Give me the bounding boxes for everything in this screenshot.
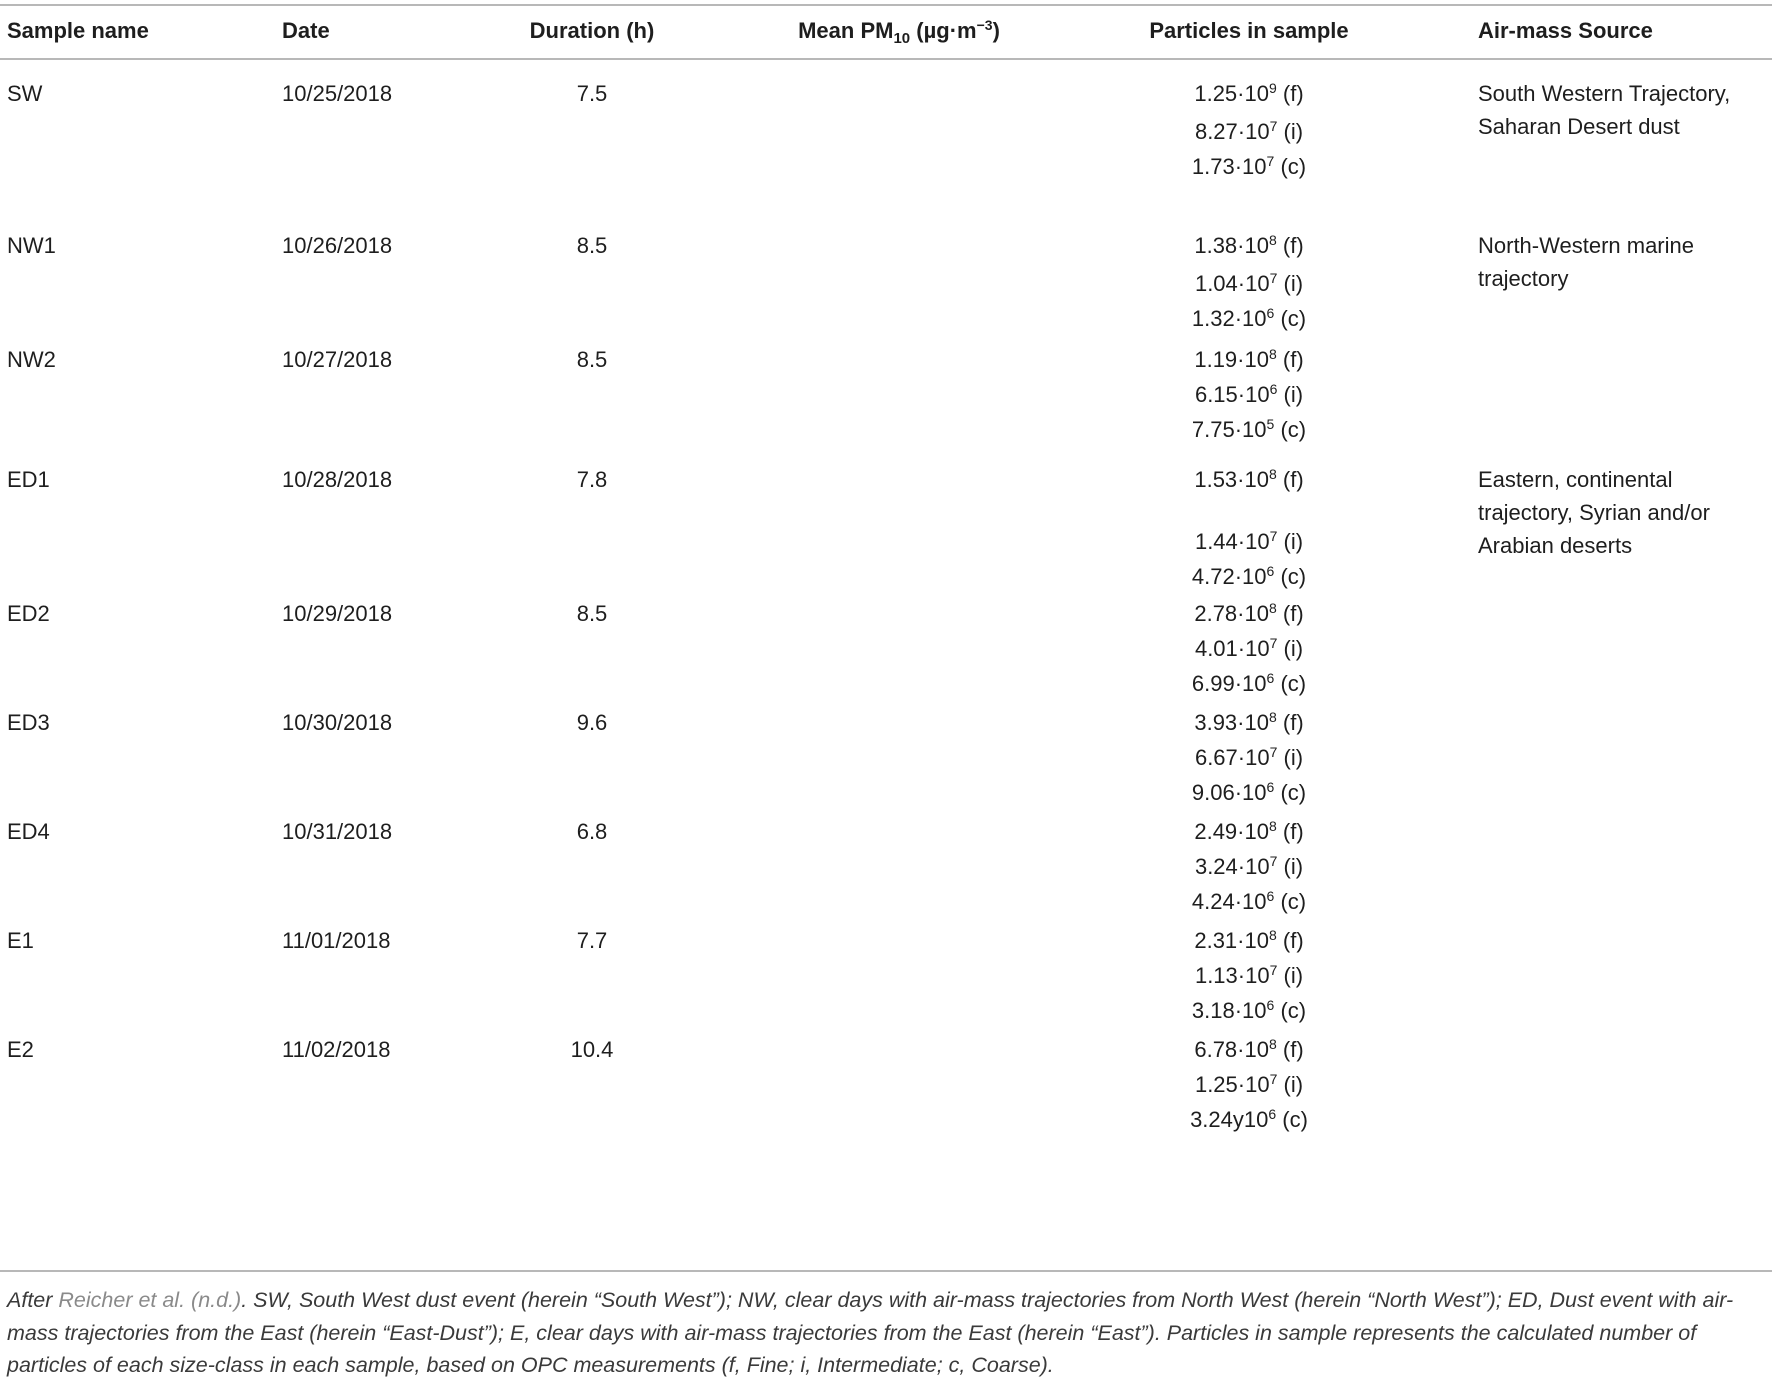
cell-particle-count — [1194, 229, 1303, 262]
particle-exponent: 7 — [1269, 744, 1278, 760]
particle-mantissa: 1.53·10 — [1194, 467, 1269, 492]
cell-particle-count — [1195, 632, 1303, 665]
particle-mantissa: 2.49·10 — [1194, 819, 1269, 844]
particle-exponent: 6 — [1266, 997, 1275, 1013]
cell-duration: 6.8 — [576, 819, 608, 844]
particle-size-class: (i) — [1277, 382, 1304, 407]
cell-duration: 8.5 — [576, 601, 608, 626]
particle-size-class: (i) — [1277, 529, 1304, 554]
particle-mantissa: 1.32·10 — [1191, 306, 1267, 331]
particle-exponent: 6 — [1266, 670, 1275, 686]
particle-exponent: 5 — [1266, 416, 1275, 432]
particle-mantissa: 3.93·10 — [1194, 710, 1269, 735]
cell-date: 10/30/2018 — [282, 710, 393, 735]
particle-mantissa: 1.13·10 — [1194, 963, 1270, 988]
footnote-text: . SW, South West dust event (herein “South West”); NW, clear days with air-mass trajectories from North West (herein “North West”); ED, Dust event with air-mass trajectories from the East (herein “East-Dust”); E, clear days with air-mass trajectories from the East (herein “East”). Particles in sample represents the calculated number of particles of each size-class in each sample, based on OPC measurements (f, Fine; i, Intermediate; c, Coarse). — [7, 1288, 1734, 1377]
particle-size-class: (f) — [1276, 601, 1304, 626]
cell-sample-name: ED4 — [7, 819, 50, 844]
particle-size-class: (f) — [1276, 819, 1304, 844]
particle-mantissa: 3.18·10 — [1191, 998, 1267, 1023]
cell-air-mass-source: South Western Trajectory, Saharan Desert dust — [1478, 81, 1731, 139]
particle-size-class: (i) — [1277, 1072, 1304, 1097]
particle-size-class: (f) — [1276, 81, 1304, 106]
particle-exponent: 8 — [1268, 600, 1277, 616]
particle-size-class: (i) — [1277, 745, 1304, 770]
particle-size-class: (c) — [1276, 1107, 1308, 1132]
particle-mantissa: 1.19·10 — [1194, 347, 1269, 372]
particle-size-class: (c) — [1274, 564, 1307, 589]
cell-sample-name: ED3 — [7, 710, 50, 735]
cell-particle-count — [1194, 706, 1303, 739]
cell-date: 11/02/2018 — [282, 1037, 391, 1062]
particle-exponent: 8 — [1268, 818, 1277, 834]
particle-exponent: 7 — [1269, 962, 1278, 978]
particle-mantissa: 6.99·10 — [1191, 671, 1267, 696]
particle-exponent: 8 — [1268, 927, 1277, 943]
cell-sample-name: E2 — [7, 1037, 34, 1062]
header-particles-in-sample: Particles in sample — [1149, 18, 1349, 43]
cell-particle-count — [1192, 776, 1306, 809]
cell-sample-name: E1 — [7, 928, 34, 953]
cell-particle-count — [1194, 343, 1303, 376]
table-footnote — [7, 1284, 1767, 1382]
particle-size-class: (i) — [1277, 963, 1304, 988]
particle-mantissa: 2.78·10 — [1194, 601, 1269, 626]
particle-size-class: (f) — [1276, 710, 1304, 735]
cell-particle-count — [1192, 150, 1306, 183]
particle-mantissa: 8.27·10 — [1194, 119, 1270, 144]
cell-particle-count — [1194, 463, 1303, 496]
particle-mantissa: 9.06·10 — [1191, 780, 1267, 805]
cell-date: 10/27/2018 — [282, 347, 393, 372]
cell-particle-count — [1194, 77, 1303, 110]
cell-duration: 8.5 — [576, 347, 608, 372]
particle-exponent: 8 — [1268, 709, 1277, 725]
particle-mantissa: 1.73·10 — [1191, 154, 1267, 179]
particle-exponent: 7 — [1269, 853, 1278, 869]
particle-size-class: (f) — [1276, 1037, 1304, 1062]
particle-mantissa: 6.78·10 — [1194, 1037, 1269, 1062]
particle-size-class: (f) — [1276, 467, 1304, 492]
cell-particle-count — [1195, 115, 1303, 148]
cell-particle-count — [1192, 885, 1306, 918]
particle-exponent: 7 — [1269, 1071, 1278, 1087]
cell-sample-name: NW1 — [7, 233, 56, 258]
header-duration: Duration (h) — [529, 18, 655, 43]
particle-exponent: 6 — [1266, 779, 1275, 795]
particle-size-class: (c) — [1274, 306, 1307, 331]
particle-mantissa: 3.24y10 — [1190, 1107, 1269, 1132]
cell-particle-count — [1195, 378, 1303, 411]
cell-date: 11/01/2018 — [282, 928, 391, 953]
particle-size-class: (c) — [1274, 154, 1307, 179]
particle-mantissa: 4.72·10 — [1191, 564, 1267, 589]
particle-exponent: 6 — [1269, 381, 1278, 397]
particle-size-class: (c) — [1274, 780, 1307, 805]
cell-sample-name: ED2 — [7, 601, 50, 626]
cell-particle-count — [1195, 267, 1303, 300]
header-sample-name: Sample name — [7, 18, 149, 43]
particle-exponent: 6 — [1268, 1106, 1277, 1122]
cell-particle-count — [1192, 302, 1306, 335]
cell-particle-count — [1195, 525, 1303, 558]
header-date: Date — [282, 18, 330, 43]
particle-size-class: (f) — [1276, 928, 1304, 953]
cell-sample-name: ED1 — [7, 467, 50, 492]
cell-particle-count — [1194, 924, 1303, 957]
cell-particle-count — [1195, 741, 1303, 774]
particle-mantissa: 6.67·10 — [1194, 745, 1270, 770]
cell-sample-name: NW2 — [7, 347, 56, 372]
cell-particle-count — [1194, 597, 1303, 630]
cell-duration: 8.5 — [576, 233, 608, 258]
particle-exponent: 6 — [1266, 563, 1275, 579]
cell-duration: 7.8 — [576, 467, 608, 492]
cell-particle-count — [1192, 667, 1306, 700]
particle-mantissa: 6.15·10 — [1194, 382, 1270, 407]
cell-particle-count — [1194, 815, 1303, 848]
particle-size-class: (c) — [1274, 417, 1307, 442]
cell-particle-count — [1194, 1033, 1303, 1066]
cell-particle-count — [1190, 1103, 1308, 1136]
table-bottom-rule — [0, 1270, 1772, 1272]
particle-exponent: 8 — [1268, 232, 1277, 248]
cell-sample-name: SW — [7, 81, 43, 106]
particle-exponent: 7 — [1269, 635, 1278, 651]
particle-size-class: (f) — [1276, 233, 1304, 258]
particle-mantissa: 1.04·10 — [1194, 271, 1270, 296]
cell-date: 10/31/2018 — [282, 819, 393, 844]
cell-particle-count — [1192, 560, 1306, 593]
particle-exponent: 7 — [1269, 270, 1278, 286]
cell-date: 10/28/2018 — [282, 467, 393, 492]
particle-mantissa: 1.44·10 — [1194, 529, 1270, 554]
particle-mantissa: 1.38·10 — [1194, 233, 1269, 258]
cell-particle-count — [1195, 1068, 1303, 1101]
particle-mantissa: 4.24·10 — [1191, 889, 1267, 914]
cell-air-mass-source: North-Western marine trajectory — [1478, 233, 1694, 291]
cell-particle-count — [1195, 850, 1303, 883]
particle-size-class: (i) — [1277, 271, 1304, 296]
cell-duration: 9.6 — [576, 710, 608, 735]
particle-size-class: (f) — [1276, 347, 1304, 372]
particle-mantissa: 1.25·10 — [1194, 1072, 1270, 1097]
particle-size-class: (c) — [1274, 998, 1307, 1023]
particle-exponent: 8 — [1268, 346, 1277, 362]
header-mean-pm10: Mean $PM_{10}$ $(\mu g\cdot m^{-3})$ — [798, 17, 1000, 47]
particle-mantissa: 1.25·10 — [1194, 81, 1269, 106]
cell-particle-count — [1195, 959, 1303, 992]
cell-air-mass-source: Eastern, continental trajectory, Syrian and/or Arabian deserts — [1478, 467, 1710, 558]
cell-date: 10/25/2018 — [282, 81, 393, 106]
particle-size-class: (i) — [1277, 636, 1304, 661]
footnote-reference-link[interactable]: Reicher et al. (n.d.) — [58, 1288, 242, 1312]
cell-date: 10/26/2018 — [282, 233, 393, 258]
footnote-lead: After — [7, 1288, 59, 1312]
particle-exponent: 6 — [1266, 305, 1275, 321]
table-top-rule — [0, 4, 1772, 6]
table-header-rule — [0, 58, 1772, 60]
particle-exponent: 7 — [1269, 528, 1278, 544]
particle-exponent: 7 — [1269, 118, 1278, 134]
cell-date: 10/29/2018 — [282, 601, 393, 626]
particle-exponent: 6 — [1266, 888, 1275, 904]
particle-size-class: (i) — [1277, 119, 1304, 144]
particle-size-class: (i) — [1277, 854, 1304, 879]
particle-exponent: 8 — [1268, 466, 1277, 482]
particle-mantissa: 7.75·10 — [1191, 417, 1267, 442]
cell-duration: 7.7 — [576, 928, 608, 953]
particle-mantissa: 3.24·10 — [1194, 854, 1270, 879]
header-air-mass-source: Air-mass Source — [1478, 18, 1653, 43]
particle-size-class: (c) — [1274, 889, 1307, 914]
particle-size-class: (c) — [1274, 671, 1307, 696]
cell-duration: 7.5 — [576, 81, 608, 106]
cell-particle-count — [1192, 994, 1306, 1027]
particle-mantissa: 2.31·10 — [1194, 928, 1269, 953]
particle-exponent: 7 — [1266, 153, 1275, 169]
particle-mantissa: 4.01·10 — [1194, 636, 1270, 661]
particle-exponent: 9 — [1268, 80, 1277, 96]
cell-duration: 10.4 — [570, 1037, 614, 1062]
particle-exponent: 8 — [1268, 1036, 1277, 1052]
cell-particle-count — [1192, 413, 1306, 446]
